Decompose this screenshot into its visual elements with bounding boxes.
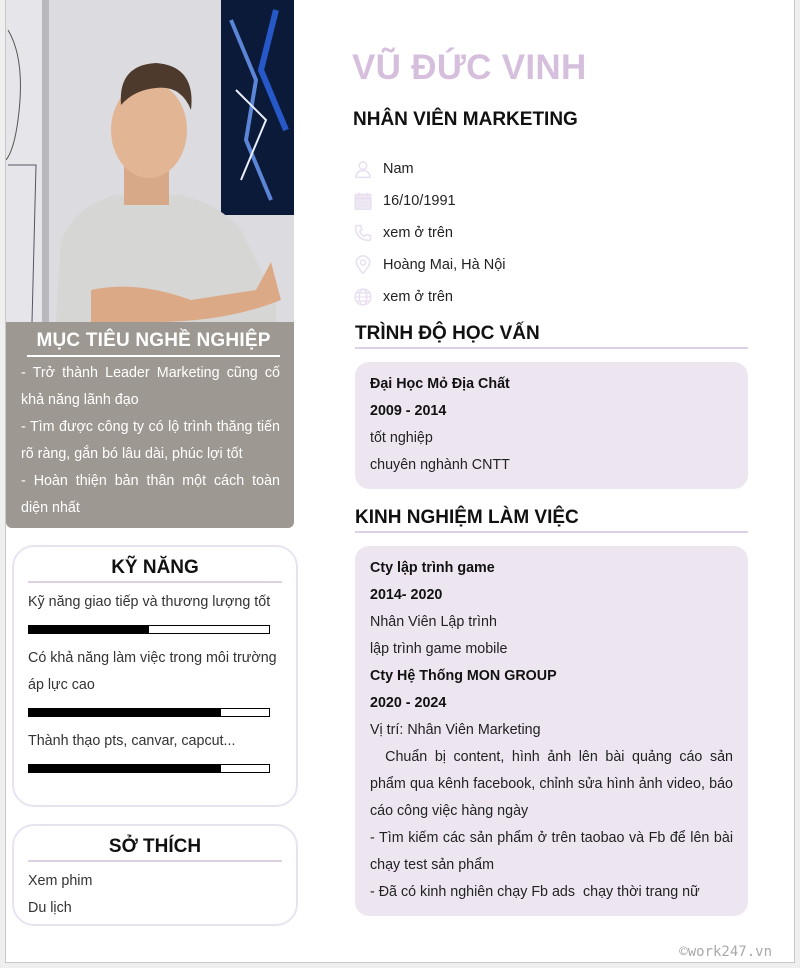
info-text: xem ở trên: [383, 225, 453, 241]
education-heading: TRÌNH ĐỘ HỌC VẤN: [355, 323, 748, 349]
job-detail: Nhân Viên Lập trình: [370, 614, 497, 630]
skill-level-fill: [29, 626, 149, 633]
education-major: chuyên nghành CNTT: [370, 457, 510, 473]
education-box: [355, 362, 748, 489]
school-name: Đại Học Mỏ Địa Chất: [370, 376, 510, 392]
info-text: xem ở trên: [383, 289, 453, 305]
career-objective-section: [6, 322, 294, 528]
hobby-item: Xem phim: [28, 873, 93, 889]
career-objective-line: - Trở thành Leader Marketing cũng cố khả năng lãnh đạo: [21, 365, 280, 408]
personal-info-list: [352, 153, 506, 313]
company-name: Cty lập trình game: [370, 560, 495, 576]
job-detail: - Đã có kinh nghiên chạy Fb ads chạy thời trang nữ: [370, 884, 700, 900]
skill-label: Có khả năng làm việc trong môi trường áp lực cao: [28, 650, 277, 693]
info-text: Nam: [383, 161, 414, 177]
info-birthday: [352, 185, 506, 217]
candidate-name: VŨ ĐỨC VINH: [352, 48, 587, 87]
info-phone: [352, 217, 506, 249]
career-objective-heading: MỤC TIÊU NGHỀ NGHIỆP: [27, 330, 280, 357]
info-address: [352, 249, 506, 281]
profile-photo: [6, 0, 294, 322]
watermark: ©work247.vn: [679, 944, 772, 960]
globe-icon: [352, 286, 374, 308]
skill-level-bar: [28, 625, 270, 634]
job-detail: Vị trí: Nhân Viên Marketing: [370, 722, 541, 738]
calendar-icon: [352, 190, 374, 212]
education-period: 2009 - 2014: [370, 403, 447, 419]
info-text: 16/10/1991: [383, 193, 456, 209]
skills-heading: KỸ NĂNG: [28, 557, 282, 583]
info-gender: [352, 153, 506, 185]
location-pin-icon: [352, 254, 374, 276]
skill-label: Thành thạo pts, canvar, capcut...: [28, 733, 236, 749]
education-status: tốt nghiệp: [370, 430, 433, 446]
job-detail: - Tìm kiếm các sản phẩm ở trên taobao và Fb để lên bài chạy test sản phẩm: [370, 830, 733, 873]
info-website: [352, 281, 506, 313]
job-title: NHÂN VIÊN MARKETING: [353, 109, 578, 130]
user-icon: [352, 158, 374, 180]
experience-heading: KINH NGHIỆM LÀM VIỆC: [355, 507, 748, 533]
career-objective-line: - Hoàn thiện bản thân một cách toàn diện nhất: [21, 473, 280, 516]
hobby-item: Du lịch: [28, 900, 72, 916]
job-period: 2014- 2020: [370, 587, 443, 603]
skills-section: [12, 545, 298, 807]
job-detail: lập trình game mobile: [370, 641, 508, 657]
job-period: 2020 - 2024: [370, 695, 447, 711]
skill-label: Kỹ năng giao tiếp và thương lượng tốt: [28, 594, 271, 610]
skill-level-fill: [29, 709, 221, 716]
skill-level-bar: [28, 708, 270, 717]
phone-icon: [352, 222, 374, 244]
hobbies-section: [12, 824, 298, 926]
career-objective-line: - Tìm được công ty có lộ trình thăng tiến rõ ràng, gắn bó lâu dài, phúc lợi tốt: [21, 419, 280, 462]
profile-photo-illustration: [6, 0, 294, 322]
hobbies-heading: SỞ THÍCH: [28, 836, 282, 862]
info-text: Hoàng Mai, Hà Nội: [383, 257, 506, 273]
skill-level-bar: [28, 764, 270, 773]
job-detail: Chuẩn bị content, hình ảnh lên bài quảng cáo sản phẩm qua kênh facebook, chỉnh sửa hình ảnh video, báo cáo công việc hàng ngày: [370, 749, 737, 819]
experience-box: [355, 546, 748, 916]
skill-level-fill: [29, 765, 221, 772]
company-name: Cty Hệ Thống MON GROUP: [370, 668, 557, 684]
